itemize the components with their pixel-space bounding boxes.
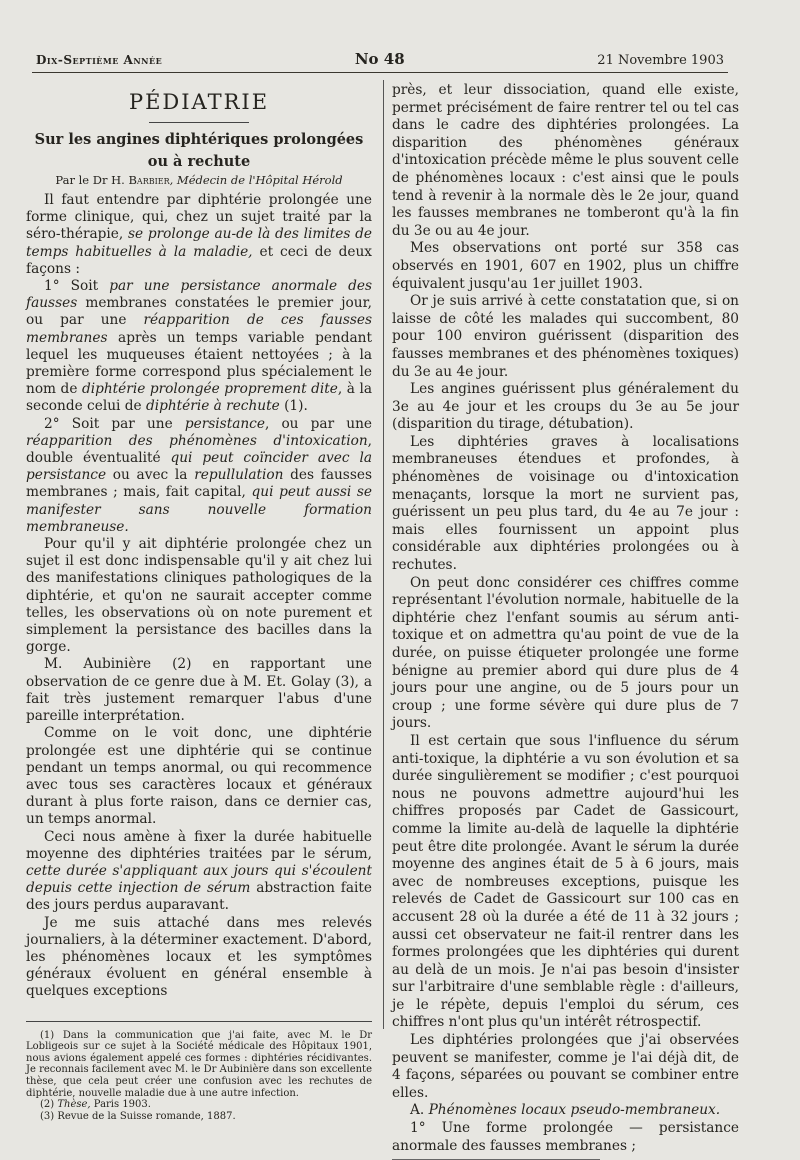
- paragraph: près, et leur dissociation, quand elle existe, permet précisément de faire rentrer tel ou tel cas dans le cadre des diphtéries prolongées. La disparition des phénomènes généraux d'intoxication précède même le plus souvent celle de phénomènes locaux : c'est ainsi que le pouls tend à revenir à la normale dès le 2e jour, quand les fausses membranes ne tomberont qu'à la fin du 3e ou au 4e jour.: [392, 82, 739, 239]
- running-head: [36, 50, 724, 68]
- right-column: [392, 82, 739, 1160]
- paragraph: 1° Une forme prolongée — persistance anormale des fausses membranes ;: [392, 1120, 739, 1154]
- footnote-1: (1) Dans la communication que j'ai faite, avec M. le Dr Lobligeois sur ce sujet à la Société médicale des Hôpitaux 1901, nous avions également appelé ces formes : diphtéries récidivantes. Je reconnais facilement avec M. le Dr Aubinière dans son excellente thèse, que cela peut créer une confusion avec les rechutes de diphtérie, nouvelle maladie due à une autre infection.: [26, 1029, 372, 1099]
- paragraph: [26, 416, 372, 536]
- emphasis: réapparition des phénomènes d'intoxication: [26, 432, 368, 449]
- paragraph: On peut donc considérer ces chiffres comme représentant l'évolution normale, habituelle de la diphtérie chez l'enfant soumis au sérum anti-toxique et on admettra qu'au point de vue de la durée, on puisse étiqueter prolongée une forme bénigne au premier abord qui dure plus de 4 jours pour une angine, ou de 5 jours pour un croup ; une forme sévère qui dure plus de 7 jours.: [392, 574, 739, 732]
- article-title-line1: Sur les angines diphtériques prolongées: [34, 131, 364, 148]
- emphasis: diphtérie prolongée proprement dite: [81, 381, 338, 398]
- text: 1° Soit: [44, 278, 110, 295]
- column-divider: [383, 80, 384, 1029]
- emphasis: qui peut coïncider avec la persistance: [26, 450, 372, 484]
- text: et ceci de deux façons :: [26, 243, 372, 277]
- volume-label: Dix-Septième Année: [36, 53, 163, 67]
- paragraph: [26, 278, 372, 416]
- paragraph: Les diphtéries graves à localisations membraneuses étendues et profondes, à phénomènes de voisinage ou d'intoxication menaçants, lorsque la mort ne survient pas, guérissent un peu plus tard, du 4e au 7e jour : mais elles fournissent un appoint plus considérable aux diphtéries prolongées ou à rechutes.: [392, 433, 739, 574]
- paragraph: Les diphtéries prolongées que j'ai observées peuvent se manifester, comme je l'ai déjà dit, de 4 façons, séparées ou pouvant se combiner entre elles.: [392, 1032, 739, 1101]
- text: Ceci nous amène à fixer la durée habituelle moyenne des diphtéries traitées par le sérum,: [26, 828, 372, 862]
- paragraph: Or je suis arrivé à cette constatation que, si on laisse de côté les malades qui succombent, 80 pour 100 environ guérissent (disparition des fausses membranes et des phénomènes toxiques) du 3e au 4e jour.: [392, 293, 739, 380]
- section-title: PÉDIATRIE: [128, 90, 270, 114]
- subsection-heading: [392, 1102, 739, 1120]
- text: (1).: [279, 398, 308, 415]
- author-affiliation: , Médecin de l'Hôpital Hérold: [169, 173, 343, 187]
- text: des fausses membranes ; mais, fait capital,: [26, 467, 372, 501]
- text: ou avec la: [106, 467, 195, 484]
- byline-prefix: Par le Dr H.: [55, 173, 129, 187]
- emphasis: persistance: [184, 415, 265, 432]
- emphasis: diphtérie à rechute: [145, 398, 280, 415]
- text: , à la seconde celui de: [26, 381, 372, 415]
- article-title: [26, 129, 372, 173]
- text: abstraction faite des jours perdus auparavant.: [26, 880, 372, 914]
- emphasis: Phénomènes locaux pseudo-membraneux.: [428, 1102, 721, 1119]
- paragraph: M. Aubinière (2) en rapportant une observation de ce genre due à M. Et. Golay (3), a fait très justement remarquer l'abus d'une pareille interprétation.: [26, 656, 372, 725]
- footnote-3: (3) Revue de la Suisse romande, 1887.: [40, 1110, 236, 1122]
- paragraph: [26, 192, 372, 278]
- footnote-2: [26, 1099, 372, 1111]
- paragraph: Mes observations ont porté sur 358 cas observés en 1901, 607 en 1902, plus un chiffre équivalent jusqu'au 1er juillet 1903.: [392, 240, 739, 292]
- emphasis: se prolonge au-de là des limites de temps habituelles à la maladie,: [26, 226, 372, 260]
- text: , double éventualité: [26, 432, 372, 467]
- header-rule: [32, 72, 728, 73]
- issue-date: 21 Novembre 1903: [597, 53, 724, 68]
- paragraph: Je me suis attaché dans mes relevés journaliers, à la déterminer exactement. D'abord, les phénomènes locaux et les symptômes généraux évoluent en général ensemble à quelques exceptions: [26, 914, 372, 1000]
- emphasis: Thèse,: [57, 1099, 91, 1111]
- footnote-rule: [26, 1021, 372, 1022]
- paragraph: [26, 829, 372, 915]
- left-column: [26, 84, 372, 1122]
- byline: [26, 173, 372, 188]
- paragraph: Comme on le voit donc, une diphtérie prolongée est une diphtérie qui se continue pendant un temps anormal, ou qui recommence avec tous ses caractères locaux et généraux durant à plus forte raison, dans ce dernier cas, un temps anormal.: [26, 725, 372, 828]
- emphasis: repullulation: [194, 467, 284, 484]
- text: membranes constatées le premier jour, ou par une: [26, 295, 372, 329]
- text: 2° Soit par une: [44, 415, 185, 432]
- text: , ou par une: [264, 415, 372, 432]
- paragraph: Les angines guérissent plus généralement du 3e au 4e jour et les croups du 3e au 5e jour (disparition du tirage, détubation).: [392, 381, 739, 433]
- article-title-line2: ou à rechute: [147, 153, 251, 170]
- text: Il faut entendre par diphtérie prolongée une forme clinique, qui, chez un sujet traité par la séro-thérapie,: [26, 192, 372, 243]
- emphasis: cette durée s'appliquant aux jours qui s'écoulent depuis cette injection de sérum: [26, 862, 372, 897]
- paragraph: Il est certain que sous l'influence du sérum anti-toxique, la diphtérie a vu son évolution et sa durée singulièrement se modifier ; c'est pourquoi nous ne pouvons admettre aujourd'hui les chiffres proposés par Cadet de Gassicourt, comme la limite au-delà de laquelle la diphtérie peut être dite prolongée. Avant le sérum la durée moyenne des angines était de 5 à 6 jours, mais avec de nombreuses exceptions, puisque les relevés de Cadet de Gassicourt sur 100 cas en accusent 28 où la durée a été de 11 à 32 jours ; aussi cet observateur ne fait-il rentrer dans les formes prolongées que les diphtéries qui durent au delà de un mois. Je n'ai pas besoin d'insister sur l'arbitraire d'une semblable règle : d'ailleurs, je le répète, depuis l'emploi du sérum, ces chiffres n'ont plus qu'un intérêt rétrospectif.: [392, 732, 739, 1031]
- text: (2): [40, 1099, 58, 1111]
- emphasis: qui peut aussi se manifester sans nouvelle formation membraneuse.: [26, 484, 372, 535]
- title-rule: [149, 122, 249, 123]
- author-name: Barbier: [128, 173, 170, 187]
- issue-number: No 48: [354, 50, 405, 68]
- emphasis: par une persistance anormale des fausses: [26, 278, 372, 312]
- text: A.: [410, 1102, 429, 1119]
- paragraph: Pour qu'il y ait diphtérie prolongée chez un sujet il est donc indispensable qu'il y ait chez lui des manifestations cliniques pathologiques de la diphtérie, et qu'on ne saurait accepter comme telles, les observations où on note purement et simplement la persistance des bacilles dans la gorge.: [26, 536, 372, 656]
- text: Paris 1903.: [90, 1099, 151, 1111]
- text: après un temps variable pendant lequel les muqueuses étaient nettoyées ; à la première forme correspond plus spécialement le nom de: [26, 329, 372, 398]
- emphasis: réapparition de ces fausses membranes: [26, 312, 372, 346]
